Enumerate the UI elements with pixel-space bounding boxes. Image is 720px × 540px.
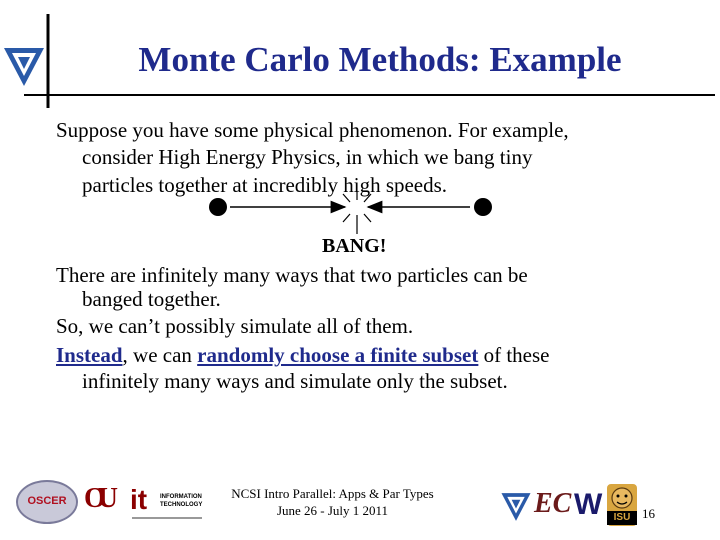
it-logo <box>122 484 204 524</box>
ou-logo <box>84 481 118 523</box>
instead-link[interactable]: Instead <box>56 343 123 367</box>
footer-line1: NCSI Intro Parallel: Apps & Par Types <box>231 486 434 501</box>
isu-logo <box>607 484 637 526</box>
collision-diagram <box>200 190 500 240</box>
oscer-logo-text: OSCER <box>27 495 67 507</box>
page-number: 16 <box>642 506 655 521</box>
it-logo-underline <box>132 517 202 519</box>
body-text: , we can <box>122 343 198 367</box>
body-line: particles together at incredibly high speeds. <box>82 173 448 197</box>
body-line: So, we can’t possibly simulate all of them. <box>56 314 414 338</box>
ou-logo-text: OU <box>84 483 110 514</box>
body-line: There are infinitely many ways that two particles can be <box>56 263 528 287</box>
particle-right <box>474 198 492 216</box>
body-text: of these <box>478 343 550 367</box>
bang-label: BANG! <box>322 235 387 257</box>
body-line: Suppose you have some physical phenomenon. For example, <box>56 118 569 142</box>
footer-line2: June 26 - July 1 2011 <box>276 503 389 518</box>
tiger-icon <box>607 486 637 512</box>
triangle-logo-small-icon <box>500 490 532 524</box>
particle-left <box>209 198 227 216</box>
body-line: consider High Energy Physics, in which we bang tiny <box>82 145 533 169</box>
body-line-instead <box>56 342 550 368</box>
ecsu-logo-text: EC <box>534 488 572 519</box>
footer-text <box>200 485 465 519</box>
it-logo-label: INFORMATION <box>160 494 202 500</box>
impact-lines-icon <box>343 191 371 234</box>
isu-logo-text: ISU <box>607 511 637 525</box>
body-line: infinitely many ways and simulate only the subset. <box>82 369 508 393</box>
body-line: banged together. <box>82 287 221 311</box>
oscer-logo <box>16 480 78 524</box>
it-logo-label: TECHNOLOGY <box>160 502 203 508</box>
it-logo-glyph: it <box>130 484 148 515</box>
random-subset-link[interactable]: randomly choose a finite subset <box>197 343 479 367</box>
ecsu-logo <box>534 488 574 524</box>
wsu-logo <box>574 490 606 522</box>
slide-title: Monte Carlo Methods: Example <box>138 40 622 79</box>
triangle-logo-icon <box>2 44 46 90</box>
wsu-logo-text: W <box>574 488 603 521</box>
